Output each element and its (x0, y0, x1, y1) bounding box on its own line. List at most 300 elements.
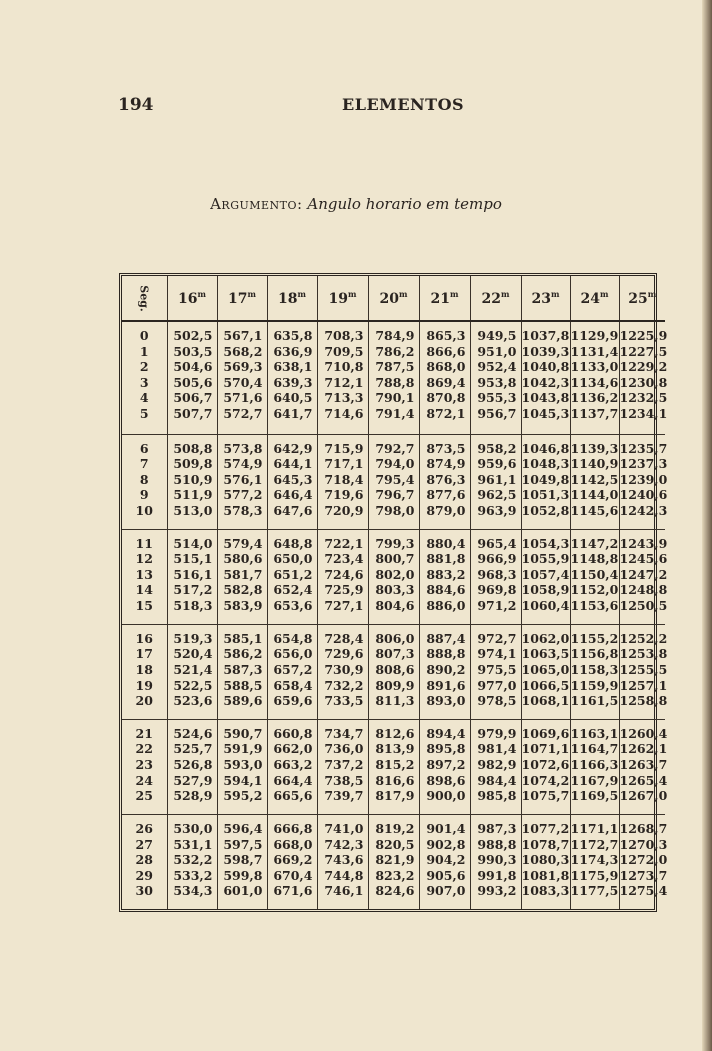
table-value: 890,2 (426, 661, 466, 677)
seconds-value: 26 (135, 820, 153, 836)
table-value: 1174,3 (570, 852, 619, 868)
table-value: 1068,1 (521, 693, 570, 709)
column-header (217, 276, 267, 321)
table-value: 809,9 (375, 677, 415, 693)
table-value: 664,4 (273, 772, 313, 788)
table-value: 873,5 (426, 440, 466, 456)
table-value: 813,9 (375, 741, 415, 757)
table-value: 576,1 (223, 471, 263, 487)
table-value: 1177,5 (570, 883, 619, 899)
value-cell (521, 529, 570, 624)
table-value: 658,4 (273, 677, 313, 693)
table-value: 733,5 (324, 693, 364, 709)
table-value: 586,2 (223, 646, 263, 662)
table-value: 507,7 (173, 405, 213, 421)
table-value: 669,2 (273, 852, 313, 868)
value-cell (317, 719, 368, 814)
table-value: 746,1 (324, 883, 364, 899)
table-value: 1239,0 (619, 471, 668, 487)
seconds-value: 0 (139, 328, 149, 343)
table-value: 517,2 (173, 582, 213, 598)
column-header-minutes: 21 (430, 291, 450, 307)
seconds-value: 23 (135, 757, 153, 773)
seconds-value: 10 (135, 502, 153, 518)
table-value: 526,8 (173, 757, 213, 773)
table-value: 898,6 (426, 772, 466, 788)
seconds-value: 27 (135, 836, 153, 852)
value-cell (368, 624, 419, 719)
table-value: 1051,3 (521, 487, 570, 503)
table-value: 1272,0 (619, 852, 668, 868)
table-value: 811,3 (375, 693, 415, 709)
value-cell (317, 529, 368, 624)
seconds-value: 13 (135, 566, 153, 582)
value-cell (570, 719, 619, 814)
table-value: 1142,5 (570, 471, 619, 487)
value-cell (619, 624, 668, 719)
value-cell (217, 624, 267, 719)
table-value: 1058,9 (521, 582, 570, 598)
column-header (368, 276, 419, 321)
table-value: 1144,0 (570, 487, 619, 503)
table-value: 729,6 (324, 646, 364, 662)
table-value: 1066,5 (521, 677, 570, 693)
table-value: 877,6 (426, 487, 466, 503)
table-value: 712,1 (324, 374, 364, 390)
table-value: 1155,2 (570, 630, 619, 646)
table-body (122, 321, 668, 909)
table-value: 583,9 (223, 598, 263, 614)
table-value: 1139,3 (570, 440, 619, 456)
value-cell (521, 624, 570, 719)
column-header-minutes: 22 (481, 291, 501, 307)
table-value: 987,3 (477, 820, 517, 836)
seconds-value: 14 (135, 582, 153, 598)
table-value: 963,9 (477, 502, 517, 518)
table-value: 1062,0 (521, 630, 570, 646)
table-value: 904,2 (426, 852, 466, 868)
hour-angle-table (122, 276, 668, 909)
table-value: 1258,8 (619, 693, 668, 709)
table-value: 869,4 (426, 374, 466, 390)
table-value: 883,2 (426, 566, 466, 582)
column-header-unit: m (647, 289, 657, 299)
table-value: 1225,9 (619, 328, 668, 343)
table-value: 665,6 (273, 788, 313, 804)
table-value: 968,3 (477, 566, 517, 582)
value-cell (521, 814, 570, 909)
table-value: 581,7 (223, 566, 263, 582)
table-value: 642,9 (273, 440, 313, 456)
table-value: 663,2 (273, 757, 313, 773)
table-value: 588,5 (223, 677, 263, 693)
table-value: 645,3 (273, 471, 313, 487)
table-value: 527,9 (173, 772, 213, 788)
seconds-value: 16 (135, 630, 153, 646)
table-value: 709,5 (324, 343, 364, 359)
table-value: 891,6 (426, 677, 466, 693)
table-value: 593,0 (223, 757, 263, 773)
table-value: 1055,9 (521, 551, 570, 567)
argument-value: Angulo horario em tempo (307, 195, 502, 213)
table-value: 790,1 (375, 390, 415, 406)
table-value: 741,0 (324, 820, 364, 836)
table-value: 796,7 (375, 487, 415, 503)
column-header (317, 276, 368, 321)
table-value: 1166,3 (570, 757, 619, 773)
table-value: 1229,2 (619, 359, 668, 375)
table-value: 599,8 (223, 867, 263, 883)
value-cell (217, 529, 267, 624)
value-cell (317, 321, 368, 434)
column-header-minutes: 17 (228, 291, 248, 307)
value-cell (317, 624, 368, 719)
table-value: 1133,0 (570, 359, 619, 375)
table-value: 804,6 (375, 598, 415, 614)
table-value: 802,0 (375, 566, 415, 582)
seconds-value: 1 (139, 343, 149, 359)
table-value: 784,9 (375, 328, 415, 343)
table-value: 1230,8 (619, 374, 668, 390)
table-value: 734,7 (324, 725, 364, 741)
seconds-value: 11 (135, 535, 153, 551)
seg-cell (122, 321, 167, 434)
table-value: 819,2 (375, 820, 415, 836)
table-value: 569,3 (223, 359, 263, 375)
column-header (521, 276, 570, 321)
table-value: 738,5 (324, 772, 364, 788)
table-value: 1145,6 (570, 502, 619, 518)
value-cell (419, 434, 470, 529)
table-value: 1262,1 (619, 741, 668, 757)
seg-cell (122, 719, 167, 814)
table-value: 1260,4 (619, 725, 668, 741)
table-value: 1137,7 (570, 405, 619, 421)
table-value: 979,9 (477, 725, 517, 741)
table-value: 1255,5 (619, 661, 668, 677)
seconds-value: 29 (135, 867, 153, 883)
table-value: 969,8 (477, 582, 517, 598)
table-value: 1163,1 (570, 725, 619, 741)
seg-cell (122, 529, 167, 624)
table-value: 660,8 (273, 725, 313, 741)
table-value: 884,6 (426, 582, 466, 598)
table-value: 1227,5 (619, 343, 668, 359)
value-cell (619, 321, 668, 434)
table-value: 589,6 (223, 693, 263, 709)
table-value: 508,8 (173, 440, 213, 456)
table-row-group (122, 434, 665, 529)
table-value: 1129,9 (570, 328, 619, 343)
table-value: 1250,5 (619, 598, 668, 614)
table-value: 993,2 (477, 883, 517, 899)
table-value: 728,4 (324, 630, 364, 646)
table-value: 815,2 (375, 757, 415, 773)
table-value: 519,3 (173, 630, 213, 646)
table-value: 951,0 (477, 343, 517, 359)
column-header-unit: m (247, 289, 256, 299)
table-value: 1078,7 (521, 836, 570, 852)
table-row-group (122, 814, 665, 909)
table-value: 1158,3 (570, 661, 619, 677)
value-cell (267, 434, 317, 529)
table-value: 958,2 (477, 440, 517, 456)
table-value: 594,1 (223, 772, 263, 788)
table-value: 579,4 (223, 535, 263, 551)
column-header-minutes: 19 (328, 291, 348, 307)
table-value: 521,4 (173, 661, 213, 677)
page-header (118, 95, 658, 119)
column-header-unit: m (551, 289, 560, 299)
table-value: 718,4 (324, 471, 364, 487)
table-value: 520,4 (173, 646, 213, 662)
table-value: 865,3 (426, 328, 466, 343)
table-value: 646,4 (273, 487, 313, 503)
table-value: 1167,9 (570, 772, 619, 788)
value-cell (368, 529, 419, 624)
table-value: 570,4 (223, 374, 263, 390)
table-value: 823,2 (375, 867, 415, 883)
table-value: 1081,8 (521, 867, 570, 883)
value-cell (267, 814, 317, 909)
seconds-value: 19 (135, 677, 153, 693)
column-header-unit: m (501, 289, 510, 299)
table-value: 1057,4 (521, 566, 570, 582)
table-value: 598,7 (223, 852, 263, 868)
table-value: 650,0 (273, 551, 313, 567)
value-cell (570, 434, 619, 529)
table-value: 659,6 (273, 693, 313, 709)
table-value: 671,6 (273, 883, 313, 899)
value-cell (419, 321, 470, 434)
table-value: 991,8 (477, 867, 517, 883)
table-value: 502,5 (173, 328, 213, 343)
value-cell (470, 719, 521, 814)
table-value: 1232,5 (619, 390, 668, 406)
table-value: 532,2 (173, 852, 213, 868)
value-cell (167, 321, 217, 434)
table-value: 715,9 (324, 440, 364, 456)
table-value: 580,6 (223, 551, 263, 567)
value-cell (217, 434, 267, 529)
table-value: 742,3 (324, 836, 364, 852)
seconds-value: 18 (135, 661, 153, 677)
table-value: 798,0 (375, 502, 415, 518)
table-value: 530,0 (173, 820, 213, 836)
value-cell (167, 719, 217, 814)
table-value: 1074,2 (521, 772, 570, 788)
table-value: 816,6 (375, 772, 415, 788)
value-cell (317, 434, 368, 529)
table-value: 1134,6 (570, 374, 619, 390)
table-value: 1243,9 (619, 535, 668, 551)
seconds-value: 7 (139, 456, 149, 472)
table-value: 656,0 (273, 646, 313, 662)
table-value: 866,6 (426, 343, 466, 359)
table-value: 981,4 (477, 741, 517, 757)
table-value: 652,4 (273, 582, 313, 598)
table-value: 817,9 (375, 788, 415, 804)
table-value: 577,2 (223, 487, 263, 503)
table-value: 959,6 (477, 456, 517, 472)
table-value: 800,7 (375, 551, 415, 567)
table-value: 982,9 (477, 757, 517, 773)
table-value: 880,4 (426, 535, 466, 551)
table-value: 1172,7 (570, 836, 619, 852)
table-value: 568,2 (223, 343, 263, 359)
table-value: 821,9 (375, 852, 415, 868)
seconds-value: 4 (139, 390, 149, 406)
table-value: 894,4 (426, 725, 466, 741)
table-value: 792,7 (375, 440, 415, 456)
seconds-value: 3 (139, 374, 149, 390)
table-value: 807,3 (375, 646, 415, 662)
value-cell (470, 529, 521, 624)
table-value: 1234,1 (619, 405, 668, 421)
table-value: 518,3 (173, 598, 213, 614)
value-cell (267, 719, 317, 814)
table-value: 732,2 (324, 677, 364, 693)
table-value: 730,9 (324, 661, 364, 677)
table-value: 1080,3 (521, 852, 570, 868)
table-value: 597,5 (223, 836, 263, 852)
column-header (470, 276, 521, 321)
table-value: 595,2 (223, 788, 263, 804)
seconds-value: 2 (139, 359, 149, 375)
table-value: 966,9 (477, 551, 517, 567)
table-value: 736,0 (324, 741, 364, 757)
value-cell (217, 719, 267, 814)
table-value: 582,8 (223, 582, 263, 598)
table-value: 722,1 (324, 535, 364, 551)
value-cell (167, 529, 217, 624)
seconds-value: 6 (139, 440, 149, 456)
table-value: 653,6 (273, 598, 313, 614)
value-cell (368, 434, 419, 529)
table-value: 744,8 (324, 867, 364, 883)
table-value: 1049,8 (521, 471, 570, 487)
table-value: 888,8 (426, 646, 466, 662)
column-header-minutes: 24 (580, 291, 600, 307)
table-value: 1169,5 (570, 788, 619, 804)
table-value: 1140,9 (570, 456, 619, 472)
table-row-group (122, 624, 665, 719)
table-value: 1242,3 (619, 502, 668, 518)
table-value: 725,9 (324, 582, 364, 598)
value-cell (470, 624, 521, 719)
table-value: 953,8 (477, 374, 517, 390)
table-value: 1043,8 (521, 390, 570, 406)
column-header (167, 276, 217, 321)
table-value: 961,1 (477, 471, 517, 487)
table-value: 874,9 (426, 456, 466, 472)
column-header-minutes: 23 (531, 291, 551, 307)
table-value: 514,0 (173, 535, 213, 551)
seconds-value: 28 (135, 852, 153, 868)
value-cell (419, 529, 470, 624)
table-value: 668,0 (273, 836, 313, 852)
table-value: 724,6 (324, 566, 364, 582)
table-value: 516,1 (173, 566, 213, 582)
seg-column-header (122, 276, 167, 321)
table-value: 1235,7 (619, 440, 668, 456)
table-value: 1147,2 (570, 535, 619, 551)
value-cell (368, 814, 419, 909)
value-cell (167, 434, 217, 529)
column-header-unit: m (197, 289, 206, 299)
value-cell (267, 529, 317, 624)
table-value: 714,6 (324, 405, 364, 421)
table-value: 988,8 (477, 836, 517, 852)
table-value: 812,6 (375, 725, 415, 741)
table-value: 786,2 (375, 343, 415, 359)
table-value: 1161,5 (570, 693, 619, 709)
value-cell (570, 321, 619, 434)
value-cell (419, 624, 470, 719)
table-value: 879,0 (426, 502, 466, 518)
table-value: 523,6 (173, 693, 213, 709)
table-value: 578,3 (223, 502, 263, 518)
table-value: 1040,8 (521, 359, 570, 375)
value-cell (419, 814, 470, 909)
value-cell (167, 814, 217, 909)
table-value: 1046,8 (521, 440, 570, 456)
table-value: 641,7 (273, 405, 313, 421)
table-value: 900,0 (426, 788, 466, 804)
table-value: 907,0 (426, 883, 466, 899)
table-value: 635,8 (273, 328, 313, 343)
value-cell (368, 321, 419, 434)
table-value: 585,1 (223, 630, 263, 646)
table-value: 531,1 (173, 836, 213, 852)
table-value: 974,1 (477, 646, 517, 662)
table-value: 1171,1 (570, 820, 619, 836)
value-cell (267, 321, 317, 434)
value-cell (619, 814, 668, 909)
table-value: 1060,4 (521, 598, 570, 614)
table-value: 727,1 (324, 598, 364, 614)
table-value: 1240,6 (619, 487, 668, 503)
column-header (619, 276, 665, 321)
table-value: 1069,6 (521, 725, 570, 741)
table-value: 511,9 (173, 487, 213, 503)
table-value: 723,4 (324, 551, 364, 567)
value-cell (619, 529, 668, 624)
value-cell (619, 434, 668, 529)
table-value: 905,6 (426, 867, 466, 883)
table-value: 1164,7 (570, 741, 619, 757)
page-edge-shadow (702, 0, 712, 1051)
table-value: 1063,5 (521, 646, 570, 662)
table-value: 902,8 (426, 836, 466, 852)
table-value: 1237,3 (619, 456, 668, 472)
seg-cell (122, 624, 167, 719)
table-value: 975,5 (477, 661, 517, 677)
table-value: 1248,8 (619, 582, 668, 598)
data-table-frame (119, 273, 668, 912)
table-value: 1037,8 (521, 328, 570, 343)
table-value: 737,2 (324, 757, 364, 773)
seconds-value: 8 (139, 471, 149, 487)
table-value: 666,8 (273, 820, 313, 836)
value-cell (521, 719, 570, 814)
table-row-group (122, 719, 665, 814)
table-value: 1263,7 (619, 757, 668, 773)
value-cell (167, 624, 217, 719)
table-value: 1152,0 (570, 582, 619, 598)
table-value: 886,0 (426, 598, 466, 614)
table-value: 1071,1 (521, 741, 570, 757)
